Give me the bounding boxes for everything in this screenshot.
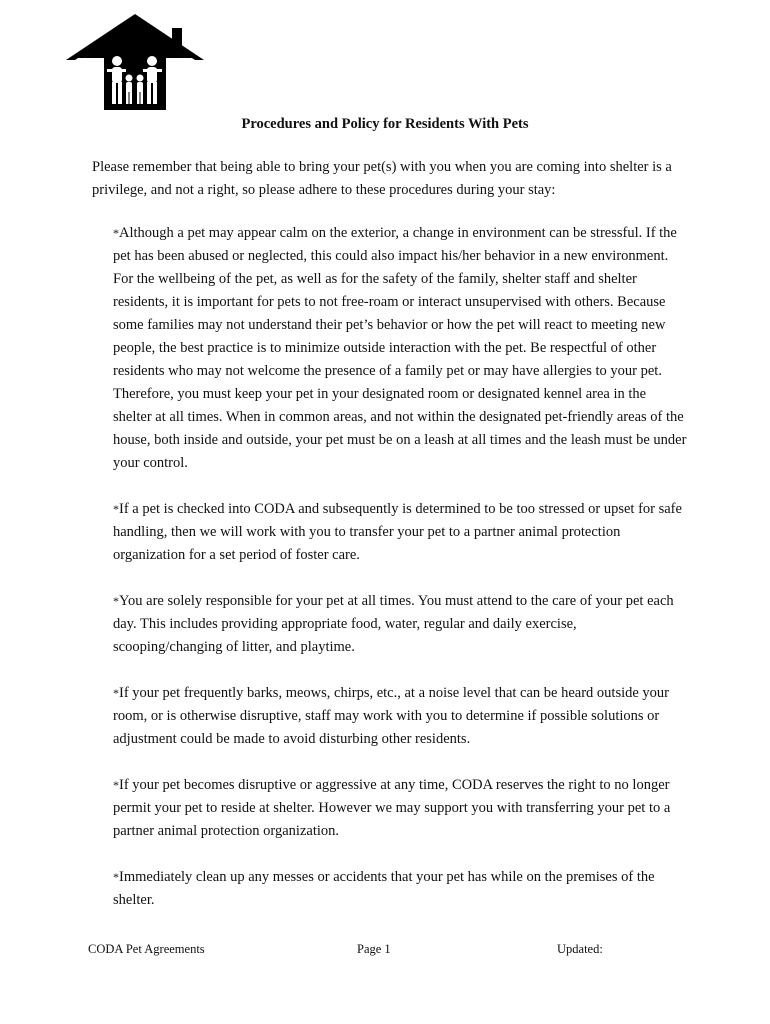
footer-doc-name: CODA Pet Agreements xyxy=(88,942,205,956)
intro-paragraph: Please remember that being able to bring your pet(s) with you when you are coming into shelter is a privilege, and not a right, so please adhere to these procedures during your stay: xyxy=(92,159,672,198)
bullet-asterisk: * xyxy=(113,226,119,240)
footer-page-number: Page 1 xyxy=(357,942,391,956)
document-title: Procedures and Policy for Residents With Pets xyxy=(241,116,529,132)
bullet-asterisk: * xyxy=(113,594,119,608)
policy-list xyxy=(113,222,688,935)
policy-item xyxy=(113,498,688,567)
policy-item xyxy=(113,222,688,475)
policy-item xyxy=(113,774,688,843)
footer-updated: Updated: xyxy=(557,942,603,956)
bullet-asterisk: * xyxy=(113,778,119,792)
bullet-asterisk: * xyxy=(113,686,119,700)
policy-item-text: If your pet frequently barks, meows, chirps, etc., at a noise level that can be heard outside your room, or is otherwise disruptive, staff may work with you to determine if possible solutions or adjustment could be made to avoid disturbing other residents. xyxy=(113,685,670,747)
policy-item-text: Immediately clean up any messes or accidents that your pet has while on the premises of the shelter. xyxy=(113,869,655,908)
house-family-icon xyxy=(66,14,204,110)
policy-item-text: You are solely responsible for your pet at all times. You must attend to the care of your pet each day. This includes providing appropriate food, water, regular and daily exercise, scooping/changing of litter, and playtime. xyxy=(113,593,674,655)
policy-item-text: Although a pet may appear calm on the exterior, a change in environment can be stressful. If the pet has been abused or neglected, this could also impact his/her behavior in a new environment. For the wellbeing of the pet, as well as for the safety of the family, shelter staff and shelter residents, it is important for pets to not free-roam or interact unsupervised with others. Because some families may not understand their pet’s behavior or how the pet will react to meeting new people, the best practice is to minimize outside interaction with the pet. Be respectful of other residents who may not welcome the presence of a family pet or may have allergies to your pet. Therefore, you must keep your pet in your designated room or designated kennel area in the shelter at all times. When in common areas, and not within the designated pet-friendly areas of the house, both inside and outside, your pet must be on a leash at all times and the leash must be under your control. xyxy=(113,225,687,471)
policy-item-text: If a pet is checked into CODA and subsequently is determined to be too stressed or upset for safe handling, then we will work with you to transfer your pet to a partner animal protection organization for a set period of foster care. xyxy=(113,501,682,563)
bullet-asterisk: * xyxy=(113,502,119,516)
policy-item xyxy=(113,682,688,751)
policy-item-text: If your pet becomes disruptive or aggressive at any time, CODA reserves the right to no longer permit your pet to reside at shelter. However we may support you with transferring your pet to a partner animal protection organization. xyxy=(113,777,671,839)
policy-item xyxy=(113,590,688,659)
bullet-asterisk: * xyxy=(113,870,119,884)
policy-item xyxy=(113,866,688,912)
